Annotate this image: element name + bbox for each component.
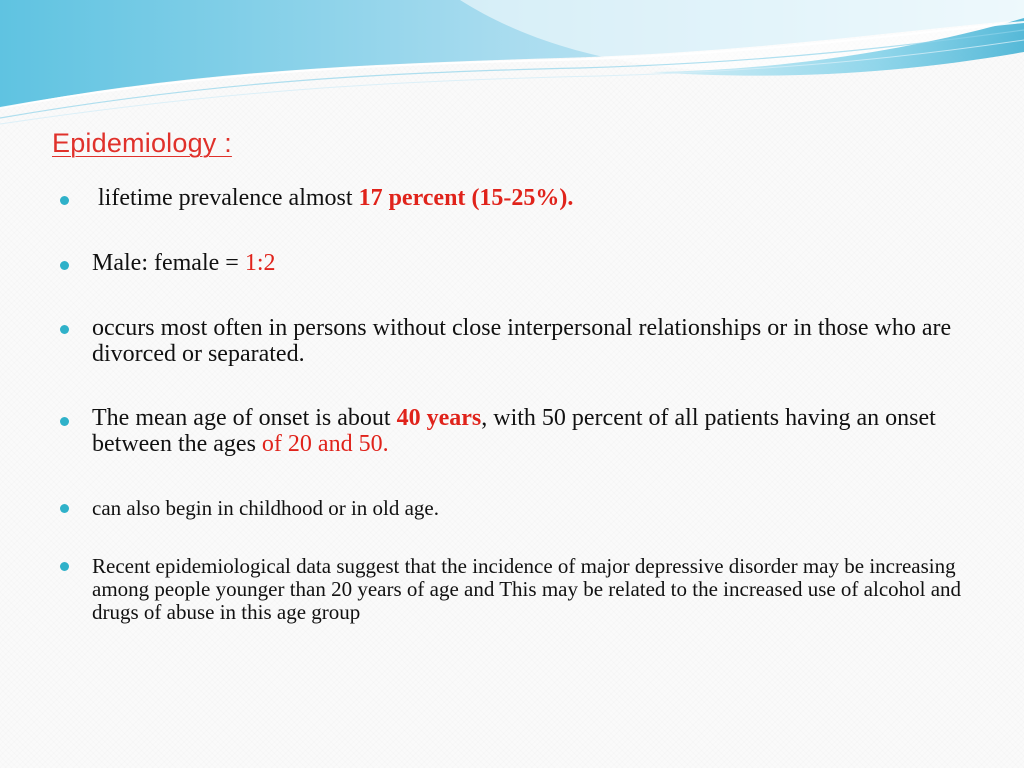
text-segment: lifetime prevalence almost <box>98 185 359 211</box>
highlight-text: 40 years <box>396 405 482 431</box>
bullet-text: Recent epidemiological data suggest that the incidence of major depressive disorder may be increasing among people younger than 20 years of age and This may be related to the increased use of alcohol and drugs of abuse in this age group <box>92 554 962 625</box>
bullet-text <box>92 406 970 458</box>
highlight-text: (15-25%). <box>465 185 574 211</box>
text-segment: , with 50 percent of all patients having an onset between the ages <box>92 405 936 457</box>
bullet-dot-icon <box>60 261 69 270</box>
bullet-item-age-of-onset <box>60 406 970 458</box>
bullet-item-sex-ratio <box>60 251 970 277</box>
bullet-item-relationships <box>60 316 970 368</box>
header-wave-decoration <box>0 0 1024 130</box>
bullet-dot-icon <box>60 504 69 513</box>
bullet-item-recent-data <box>60 555 970 624</box>
slide-title: Epidemiology : <box>52 128 232 158</box>
bullet-dot-icon <box>60 196 69 205</box>
bullet-text <box>98 186 970 212</box>
bullet-item-lifetime-prevalence <box>60 186 970 212</box>
bullet-text: can also begin in childhood or in old age. <box>92 496 440 520</box>
bullet-dot-icon <box>60 417 69 426</box>
highlight-text: 1:2 <box>244 250 276 276</box>
bullet-dot-icon <box>60 562 69 571</box>
bullet-text <box>92 251 970 277</box>
bullet-dot-icon <box>60 325 69 334</box>
highlight-text: 17 percent <box>358 185 466 211</box>
bullet-text: occurs most often in persons without close interpersonal relationships or in those who are divorced or separated. <box>92 315 952 367</box>
highlight-text: of 20 and 50. <box>261 430 389 457</box>
text-segment: The mean age of onset is about <box>92 405 397 431</box>
bullet-item-childhood-old-age <box>60 497 970 520</box>
text-segment: Male: female = <box>92 250 245 276</box>
